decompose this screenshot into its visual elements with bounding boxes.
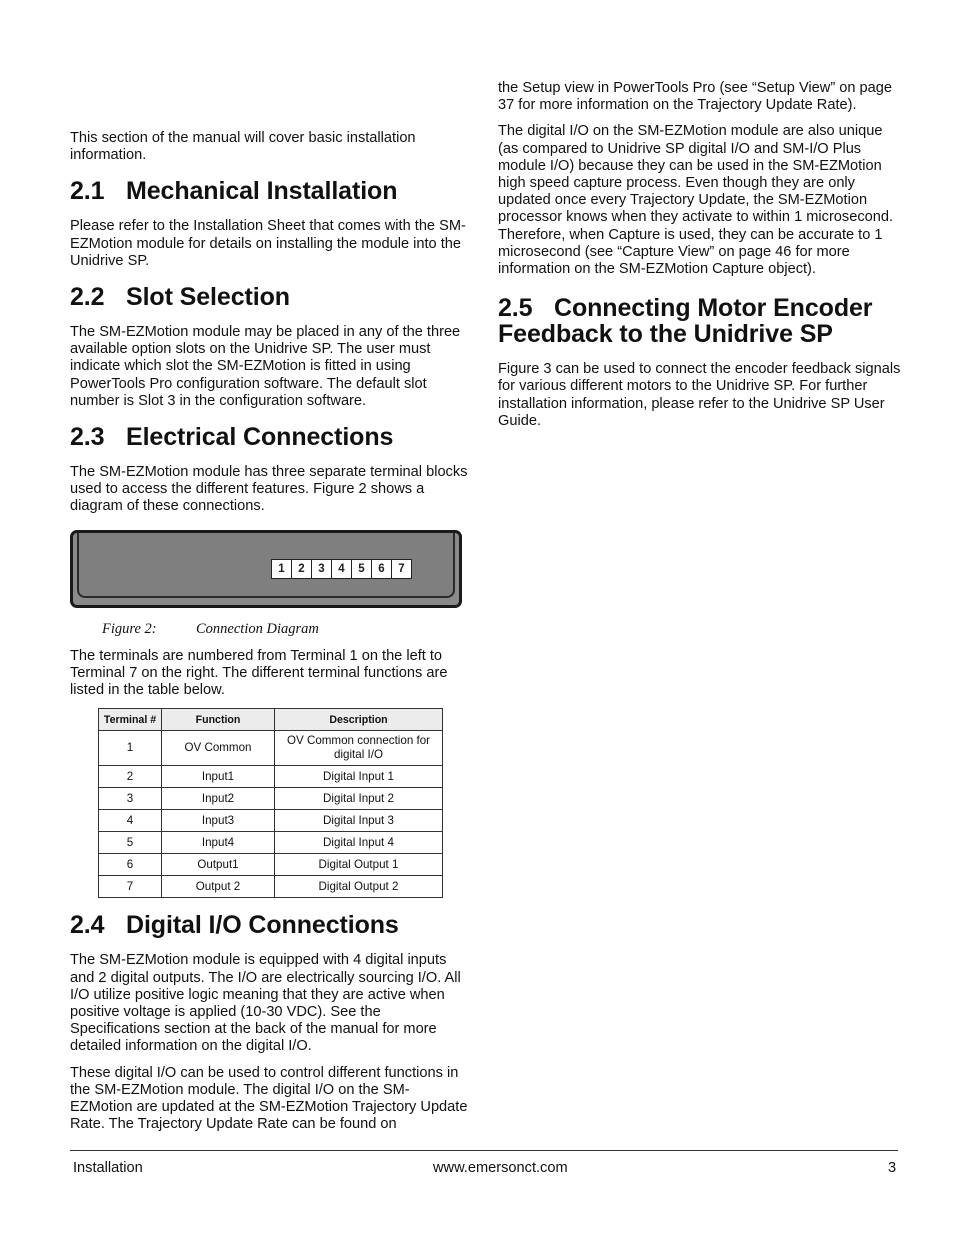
section-2-5-paragraph: Figure 3 can be used to connect the encoder feedback signals for various different motors to the Unidrive SP. For further installation information, please refer to the Unidrive SP User Guide. [498, 361, 901, 429]
section-2-1-heading [70, 178, 470, 204]
terminal-label: 3 [312, 560, 332, 578]
section-2-4-heading [70, 912, 470, 938]
terminals-paragraph: The terminals are numbered from Terminal 1 on the left to Terminal 7 on the right. The different terminal functions are listed in the table below. [70, 647, 448, 699]
section-number: 2.1 [70, 177, 105, 206]
table-row [99, 731, 443, 766]
table-cell: Digital Input 3 [275, 810, 443, 832]
section-2-2-heading [70, 284, 470, 310]
table-cell: 7 [99, 876, 162, 898]
table-cell: Output 2 [162, 876, 275, 898]
section-title: Digital I/O Connections [126, 911, 399, 940]
footer-website: www.emersonct.com [433, 1160, 568, 1176]
table-row [99, 854, 443, 876]
connection-diagram [70, 530, 462, 610]
terminal-label: 5 [352, 560, 372, 578]
section-title-line-2: Feedback to the Unidrive SP [498, 320, 833, 349]
section-2-4-paragraph-1: The SM-EZMotion module is equipped with 4 digital inputs and 2 digital outputs. The I/O are electrically sourcing I/O. All I/O utilize positive logic meaning that they are active when positive voltage is applied (10-30 VDC). See the Specifications section at the back of the manual for more detailed information on the digital I/O. [70, 952, 461, 1055]
terminal-block [271, 559, 412, 579]
section-2-2-paragraph: The SM-EZMotion module may be placed in any of the three available option slots on the Unidrive SP. The user must indicate which slot the SM-EZMotion is fitted in using PowerTools Pro configuration software. The default slot number is Slot 3 in the configuration software. [70, 324, 461, 409]
intro-paragraph: This section of the manual will cover basic installation information. [70, 130, 416, 164]
section-title: Slot Selection [126, 283, 290, 312]
right-column [498, 80, 902, 439]
section-2-3-heading [70, 424, 470, 450]
table-cell: Input4 [162, 832, 275, 854]
continued-paragraph: the Setup view in PowerTools Pro (see “Setup View” on page 37 for more information on the Trajectory Update Rate). [498, 80, 892, 114]
table-cell: OV Common [162, 731, 275, 766]
table-row [99, 832, 443, 854]
table-cell: 1 [99, 731, 162, 766]
table-cell: Digital Input 4 [275, 832, 443, 854]
table-header-cell: Description [275, 709, 443, 731]
figure-caption [102, 621, 470, 638]
footer-divider [70, 1150, 898, 1151]
footer-page-number: 3 [888, 1160, 897, 1176]
digital-io-capture-paragraph: The digital I/O on the SM-EZMotion module are also unique (as compared to Unidrive SP digital I/O and SM-I/O Plus module I/O) because they can be used in the SM-EZMotion high speed capture process. Even though they are only updated once every Trajectory Update, the SM-EZMotion processor knows when they activate to within 1 microsecond. Therefore, when Capture is used, they can be accurate to 1 microsecond (see “Capture View” on page 46 for more information on the SM-EZMotion Capture object). [498, 123, 894, 278]
figure-title: Connection Diagram [196, 620, 319, 637]
section-2-4-paragraph-2: These digital I/O can be used to control different functions in the SM-EZMotion module. The digital I/O on the SM-EZMotion are updated at the SM-EZMotion Trajectory Update Rate. The Trajectory Update Rate can be found on [70, 1064, 468, 1133]
table-cell: Digital Output 1 [275, 854, 443, 876]
table-row [99, 810, 443, 832]
section-number: 2.4 [70, 911, 105, 940]
table-cell: 4 [99, 810, 162, 832]
footer-section-name: Installation [73, 1160, 143, 1176]
table-cell: Digital Output 2 [275, 876, 443, 898]
section-2-5-heading [498, 295, 902, 347]
section-number: 2.2 [70, 283, 105, 312]
section-title-line-1: Connecting Motor Encoder [554, 294, 873, 323]
table-cell: OV Common connection for digital I/O [275, 731, 443, 766]
table-header-cell: Terminal # [99, 709, 162, 731]
table-cell: 5 [99, 832, 162, 854]
table-header-row [99, 709, 443, 731]
terminal-label: 6 [372, 560, 392, 578]
terminal-label: 2 [292, 560, 312, 578]
table-cell: Digital Input 1 [275, 766, 443, 788]
table-cell: Output1 [162, 854, 275, 876]
section-title: Mechanical Installation [126, 177, 398, 206]
table-cell: 2 [99, 766, 162, 788]
figure-label: Figure 2: [102, 620, 157, 637]
section-2-1-paragraph: Please refer to the Installation Sheet that comes with the SM-EZMotion module for details on installing the module into the Unidrive SP. [70, 218, 466, 269]
table-row [99, 766, 443, 788]
section-2-3-paragraph: The SM-EZMotion module has three separate terminal blocks used to access the different features. Figure 2 shows a diagram of these connections. [70, 464, 468, 515]
section-number: 2.5 [498, 294, 533, 323]
terminal-label: 4 [332, 560, 352, 578]
table-cell: Digital Input 2 [275, 788, 443, 810]
table-cell: 6 [99, 854, 162, 876]
table-row [99, 876, 443, 898]
table-cell: Input2 [162, 788, 275, 810]
table-cell: 3 [99, 788, 162, 810]
terminal-label: 7 [398, 562, 405, 575]
terminal-label: 1 [272, 560, 292, 578]
left-column [70, 130, 470, 1142]
terminal-function-table [98, 708, 443, 898]
table-row [99, 788, 443, 810]
table-header-cell: Function [162, 709, 275, 731]
section-title: Electrical Connections [126, 423, 394, 452]
section-number: 2.3 [70, 423, 105, 452]
table-cell: Input1 [162, 766, 275, 788]
table-cell: Input3 [162, 810, 275, 832]
